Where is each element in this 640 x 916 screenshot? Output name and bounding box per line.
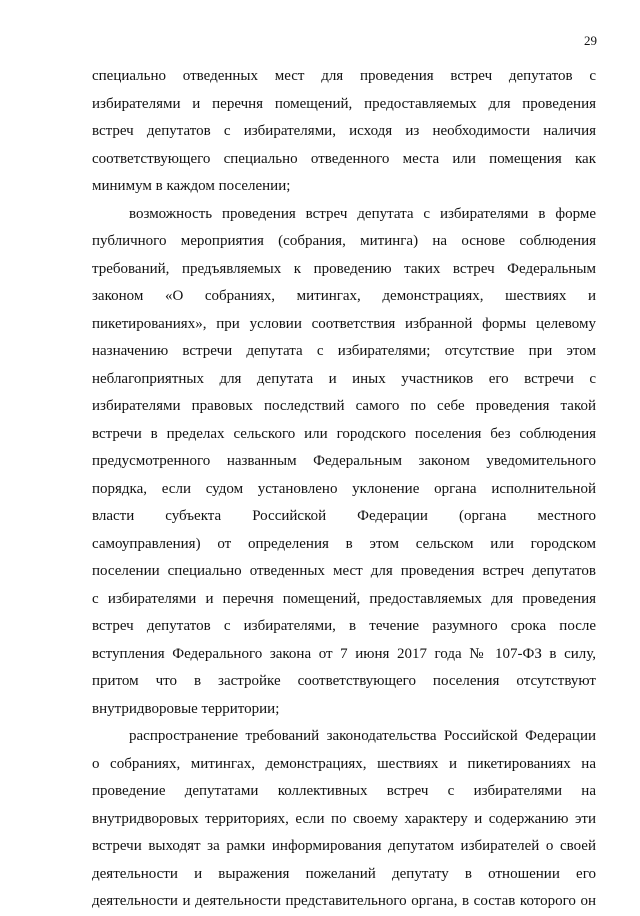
text-line: неблагоприятных для депутата и иных участников его встречи с (92, 370, 596, 387)
text-line: встреч депутатов с избирателями, в течение разумного срока после (92, 618, 596, 634)
text-line: минимум в каждом поселении; (92, 178, 291, 194)
text-line: с избирателями и перечня помещений, предоставляемых для проведения (92, 590, 596, 607)
text-line: внутридворовые территории; (92, 700, 280, 717)
text-line: требований, предъявляемых к проведению таких встреч Федеральным (92, 260, 596, 277)
text-line: законом «О собраниях, митингах, демонстрациях, шествиях и (92, 288, 596, 304)
body-text (92, 63, 596, 916)
text-line: о собраниях, митингах, демонстрациях, шествиях и пикетированиях на (92, 755, 596, 772)
text-line: избирателями и перечня помещений, предоставляемых для проведения (92, 95, 596, 112)
page-number: 29 (584, 33, 597, 48)
text-line: деятельности и деятельности представительного органа, в состав которого он (92, 893, 596, 909)
text-line: распространение требований законодательства Российской Федерации (129, 728, 596, 744)
text-line: публичного мероприятия (собрания, митинга) на основе соблюдения (92, 233, 596, 249)
paragraph-3 (92, 723, 596, 916)
text-line: встречи выходят за рамки информирования депутатом избирателей о своей (92, 838, 596, 854)
text-line: пикетированиях», при условии соответствия избранной формы целевому (92, 315, 596, 332)
text-line: встречи в пределах сельского или городского поселения без соблюдения (92, 425, 596, 442)
text-line: проведение депутатами коллективных встреч с избирателями на (92, 783, 596, 799)
text-line: специально отведенных мест для проведения встреч депутатов с (92, 68, 596, 84)
text-line: деятельности и выражения пожеланий депутату в отношении его (92, 865, 596, 882)
text-line: вступления Федерального закона от 7 июня 2017 года № 107-ФЗ в силу, (92, 645, 596, 662)
text-line: притом что в застройке соответствующего поселения отсутствуют (92, 673, 596, 689)
text-line: порядка, если судом установлено уклонение органа исполнительной (92, 480, 596, 497)
text-line: внутридворовых территориях, если по своему характеру и содержанию эти (92, 810, 596, 827)
text-line: поселении специально отведенных мест для проведения встреч депутатов (92, 563, 596, 579)
paragraph-1 (92, 63, 596, 201)
text-line: соответствующего специально отведенного места или помещения как (92, 150, 596, 167)
text-line: предусмотренного названным Федеральным законом уведомительного (92, 453, 596, 469)
text-line: избирателями правовых последствий самого по себе проведения такой (92, 398, 596, 414)
text-line: встреч депутатов с избирателями, исходя из необходимости наличия (92, 123, 596, 139)
paragraph-2 (92, 201, 596, 724)
text-line: назначению встречи депутата с избирателями; отсутствие при этом (92, 343, 596, 359)
text-line: власти субъекта Российской Федерации (органа местного (92, 508, 596, 524)
text-line: возможность проведения встреч депутата с избирателями в форме (129, 205, 596, 222)
text-line: самоуправления) от определения в этом сельском или городском (92, 535, 596, 552)
